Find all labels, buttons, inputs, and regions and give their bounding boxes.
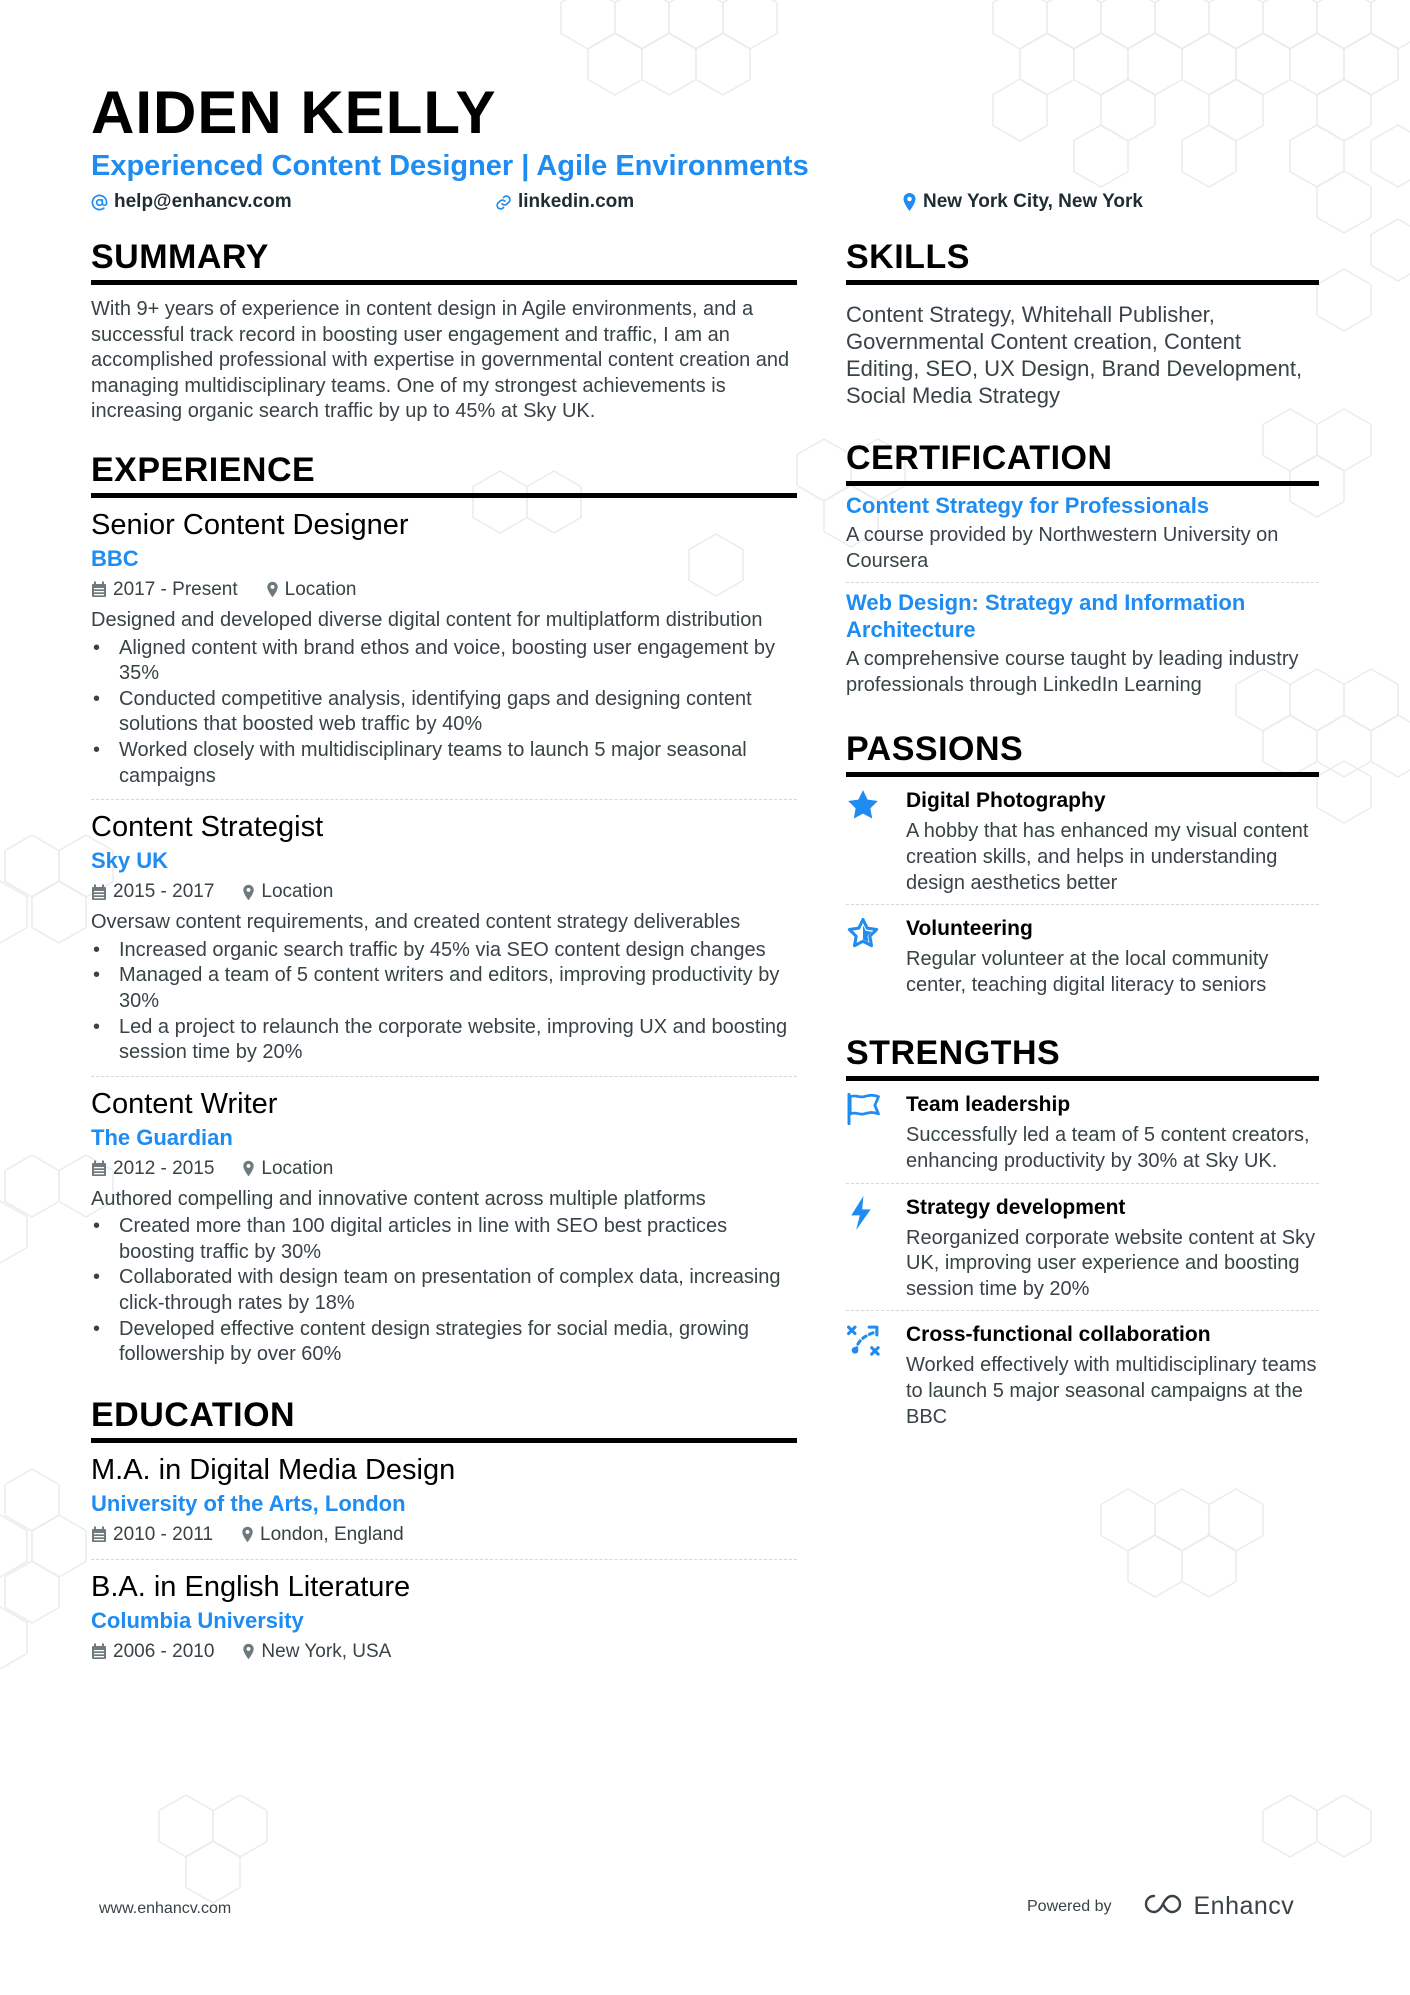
passion-description: A hobby that has enhanced my visual content creation skills, and helps in understanding design aesthetics better — [906, 820, 1309, 894]
strategy-icon — [846, 1321, 906, 1430]
education-heading: EDUCATION — [91, 1394, 797, 1443]
degree-title: B.A. in English Literature — [91, 1570, 411, 1603]
passion-description: Regular volunteer at the local community center, teaching digital literacy to seniors — [906, 948, 1269, 996]
brand-name: Enhancv — [1193, 1892, 1295, 1920]
summary-heading: SUMMARY — [91, 236, 797, 285]
job-bullet: • Developed effective content design strategies for social media, growing followership by over 60% — [91, 1317, 797, 1368]
experience-entry — [91, 800, 797, 1077]
education-entry — [91, 1443, 797, 1560]
experience-entry — [91, 1077, 797, 1378]
strength-description: Reorganized corporate website content at Sky UK, improving user experience and boosting session time by 20% — [906, 1226, 1316, 1300]
map-pin-icon — [266, 581, 279, 598]
job-meta — [91, 878, 797, 906]
job-dates: 2015 - 2017 — [113, 881, 215, 903]
job-bullet: • Increased organic search traffic by 45% via SEO content design changes — [91, 938, 797, 964]
passions-section — [846, 728, 1319, 1006]
job-location: Location — [284, 578, 357, 600]
contact-linkedin[interactable] — [495, 189, 634, 215]
job-bullets — [91, 1214, 797, 1368]
strengths-section — [846, 1032, 1319, 1438]
calendar-icon — [91, 581, 107, 598]
strength-description: Worked effectively with multidisciplinary teams to launch 5 major seasonal campaigns at the BBC — [906, 1354, 1317, 1428]
summary-section — [91, 236, 797, 425]
company-name: BBC — [91, 545, 139, 571]
powered-by-text: Powered by — [1027, 1897, 1112, 1915]
job-bullet: • Managed a team of 5 content writers and editors, improving productivity by 30% — [91, 963, 797, 1014]
strength-title: Team leadership — [906, 1093, 1071, 1117]
job-bullet: • Aligned content with brand ethos and voice, boosting user engagement by 35% — [91, 636, 797, 687]
calendar-icon — [91, 1160, 107, 1177]
education-meta — [91, 1521, 797, 1549]
strength-description: Successfully led a team of 5 content creators, enhancing productivity by 30% at Sky UK. — [906, 1124, 1310, 1172]
school-name: Columbia University — [91, 1607, 304, 1633]
map-pin-icon — [241, 1526, 254, 1543]
right-column — [846, 236, 1319, 1438]
skills-text: Content Strategy, Whitehall Publisher, Governmental Content creation, Content Editing, SEO, UX Design, Brand Development, Social Media Strategy — [846, 302, 1303, 408]
calendar-icon — [91, 1526, 107, 1543]
education-dates: 2010 - 2011 — [113, 1523, 214, 1545]
star-icon — [846, 787, 906, 896]
education-entry — [91, 1560, 797, 1676]
job-meta — [91, 576, 797, 604]
job-description: Authored compelling and innovative content across multiple platforms — [91, 1187, 706, 1210]
job-dates: 2012 - 2015 — [113, 1157, 215, 1179]
education-section — [91, 1394, 797, 1676]
job-title: Content Strategist — [91, 811, 324, 844]
calendar-icon — [91, 1643, 107, 1660]
certification-entry — [846, 486, 1319, 583]
strength-title: Cross-functional collaboration — [906, 1323, 1211, 1347]
job-bullet: • Led a project to relaunch the corporate website, improving UX and boosting session time by 20% — [91, 1015, 797, 1066]
map-pin-icon — [242, 1643, 255, 1660]
company-name: Sky UK — [91, 848, 169, 874]
company-name: The Guardian — [91, 1124, 233, 1150]
map-pin-icon — [902, 193, 917, 211]
at-sign-icon — [91, 194, 108, 211]
passion-title: Digital Photography — [906, 789, 1106, 813]
job-description: Designed and developed diverse digital content for multiplatform distribution — [91, 608, 763, 631]
certification-description: A course provided by Northwestern University on Coursera — [846, 524, 1279, 572]
certification-description: A comprehensive course taught by leading industry professionals through LinkedIn Learning — [846, 648, 1299, 696]
experience-entry — [91, 498, 797, 800]
job-title: Content Writer — [91, 1087, 278, 1120]
certification-section — [846, 437, 1319, 706]
strength-title: Strategy development — [906, 1195, 1126, 1219]
strengths-heading: STRENGTHS — [846, 1032, 1319, 1081]
passion-entry — [846, 905, 1319, 1006]
job-bullet: • Created more than 100 digital articles in line with SEO best practices boosting traffic by 30% — [91, 1214, 797, 1265]
certification-entry — [846, 583, 1319, 706]
strength-entry — [846, 1184, 1319, 1312]
certification-title: Web Design: Strategy and Information Architecture — [846, 590, 1246, 643]
passion-title: Volunteering — [906, 917, 1033, 941]
job-title: Senior Content Designer — [91, 508, 409, 541]
passion-entry — [846, 777, 1319, 905]
footer-website[interactable]: www.enhancv.com — [99, 1900, 232, 1917]
contact-location — [902, 189, 1143, 215]
map-pin-icon — [242, 1160, 255, 1177]
lightning-icon — [846, 1194, 906, 1303]
link-icon — [495, 194, 512, 211]
strength-entry — [846, 1081, 1319, 1183]
experience-heading: EXPERIENCE — [91, 449, 797, 498]
skills-heading: SKILLS — [846, 236, 1319, 285]
contact-email[interactable] — [91, 189, 292, 215]
candidate-name: AIDEN KELLY — [91, 79, 497, 146]
passions-heading: PASSIONS — [846, 728, 1319, 777]
education-location: London, England — [260, 1523, 404, 1545]
certification-heading: CERTIFICATION — [846, 437, 1319, 486]
candidate-headline: Experienced Content Designer | Agile Environments — [91, 150, 809, 182]
education-dates: 2006 - 2010 — [113, 1640, 215, 1662]
job-bullet: • Worked closely with multidisciplinary teams to launch 5 major seasonal campaigns — [91, 738, 797, 789]
education-location: New York, USA — [261, 1640, 392, 1662]
footer-branding[interactable] — [1027, 1892, 1294, 1921]
education-meta — [91, 1638, 797, 1666]
email-text: help@enhancv.com — [114, 191, 292, 212]
school-name: University of the Arts, London — [91, 1490, 406, 1516]
job-bullet: • Conducted competitive analysis, identifying gaps and designing content solutions that boosted web traffic by 40% — [91, 687, 797, 738]
map-pin-icon — [242, 884, 255, 901]
flag-icon — [846, 1091, 906, 1174]
job-meta — [91, 1155, 797, 1183]
certification-title: Content Strategy for Professionals — [846, 493, 1210, 518]
degree-title: M.A. in Digital Media Design — [91, 1453, 456, 1486]
star-outline-icon — [846, 915, 906, 998]
location-text: New York City, New York — [923, 191, 1143, 212]
enhancv-logo-icon — [1140, 1892, 1186, 1921]
job-bullets — [91, 636, 797, 790]
summary-text: With 9+ years of experience in content design in Agile environments, and a successful track record in boosting user engagement and traffic, I am an accomplished professional with expertise in governmental content creation and managing multidisciplinary teams. One of my strongest achievements is increasing organic search traffic by up to 45% at Sky UK. — [91, 298, 790, 423]
job-dates: 2017 - Present — [113, 578, 238, 600]
job-bullets — [91, 938, 797, 1066]
job-location: Location — [261, 881, 334, 903]
calendar-icon — [91, 884, 107, 901]
linkedin-text: linkedin.com — [518, 191, 635, 212]
experience-section — [91, 449, 797, 1378]
left-column — [91, 236, 797, 1676]
job-location: Location — [261, 1157, 334, 1179]
skills-section — [846, 236, 1319, 409]
job-bullet: • Collaborated with design team on presentation of complex data, increasing click-through rates by 18% — [91, 1265, 797, 1316]
strength-entry — [846, 1311, 1319, 1438]
job-description: Oversaw content requirements, and created content strategy deliverables — [91, 911, 741, 934]
